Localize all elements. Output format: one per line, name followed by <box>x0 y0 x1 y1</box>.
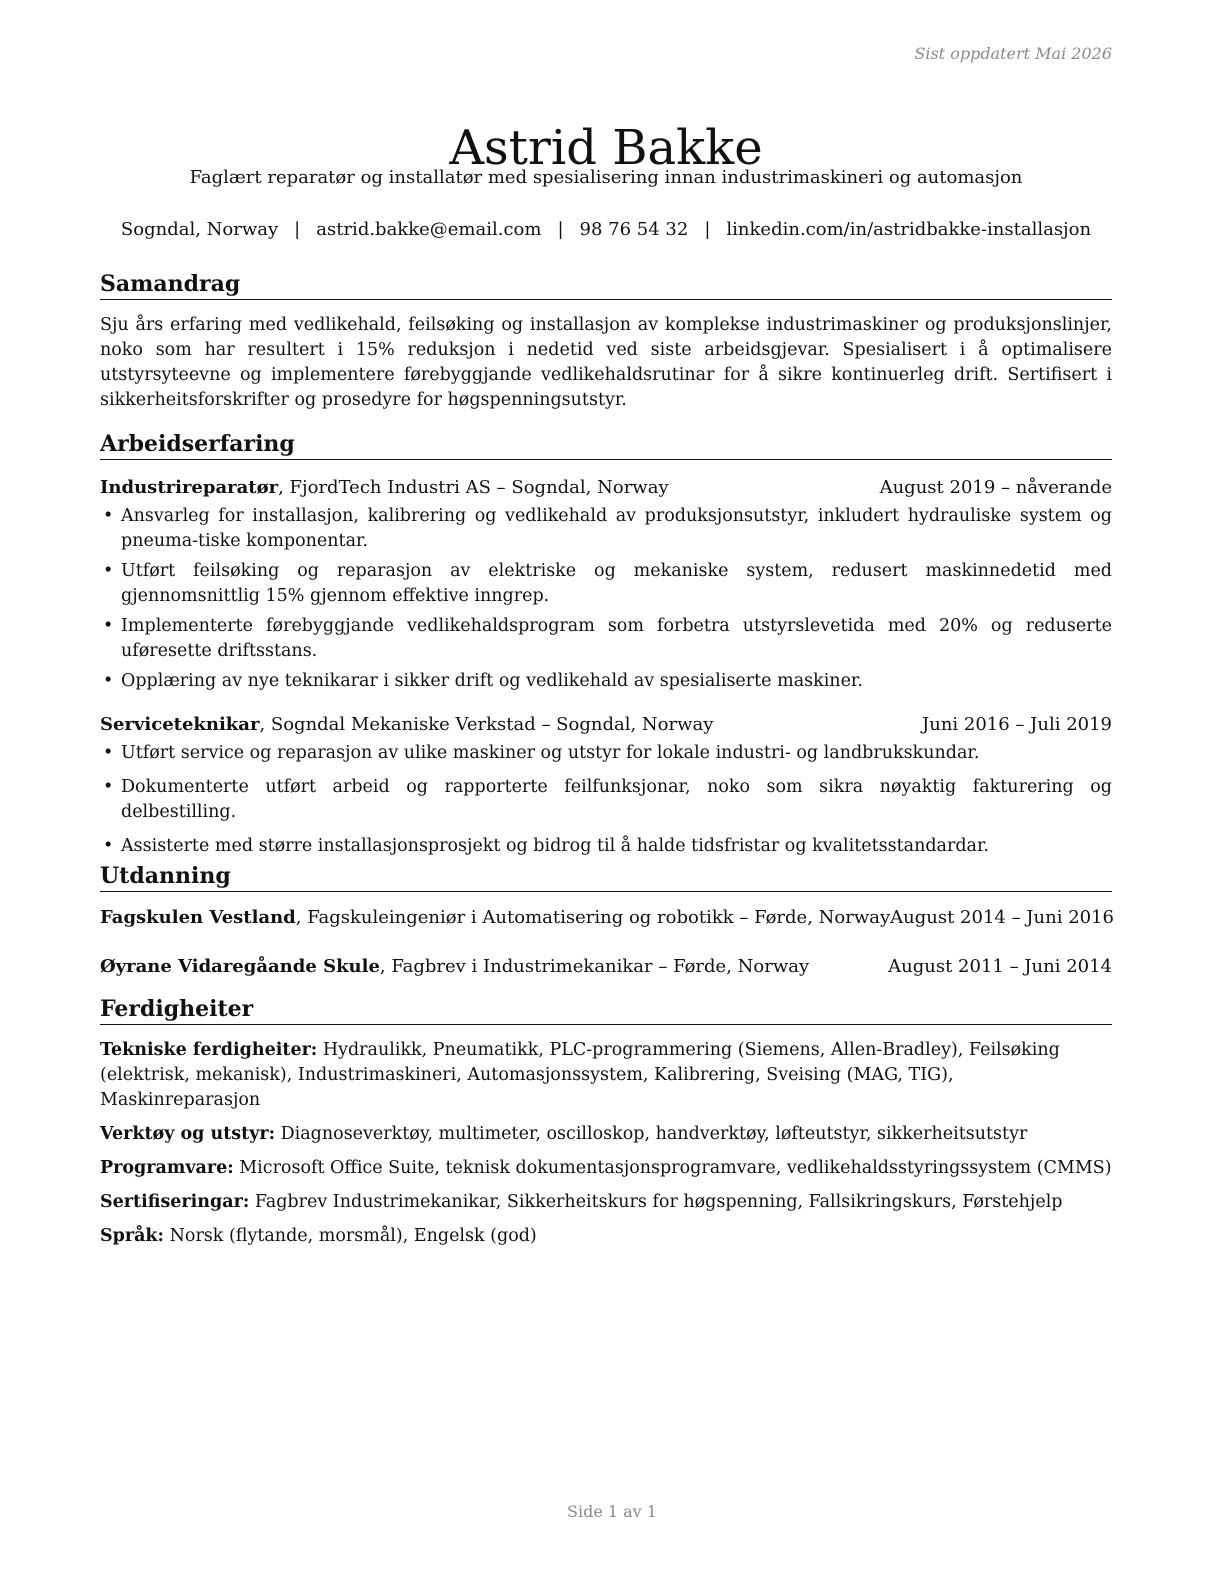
skill-row <box>100 1190 1112 1215</box>
skill-label: Programvare: <box>100 1158 234 1178</box>
skill-label: Språk: <box>100 1226 165 1246</box>
education-entry <box>100 954 1112 979</box>
job-bullets <box>100 504 1112 694</box>
contact-location: Sogndal, Norway <box>120 219 279 240</box>
skill-row <box>100 1038 1112 1113</box>
job-bullet: • Implementerte førebyggjande vedlikehaldsprogram som forbetra utstyrslevetida med 20% og reduserte uføresette driftsstans. <box>103 616 1112 661</box>
job-header <box>100 712 1112 737</box>
skill-row <box>100 1156 1112 1181</box>
contact-separator: | <box>704 219 711 240</box>
skill-value: Diagnoseverktøy, multimeter, oscilloskop, handverktøy, løfteutstyr, sikkerheitsutstyr <box>275 1124 1028 1144</box>
bullet-icon: • <box>103 777 114 797</box>
job-bullet: • Assisterte med større installasjonsprosjekt og bidrog til å halde tidsfristar og kvalitetsstandardar. <box>100 834 1112 859</box>
skills-section <box>100 995 1112 1258</box>
job-entry <box>100 475 1112 694</box>
section-title-summary: Samandrag <box>100 270 1112 300</box>
skill-value: Microsoft Office Suite, teknisk dokumentasjonsprogramvare, vedlikehaldsstyringssystem (CMMS) <box>233 1158 1112 1178</box>
contact-email[interactable]: astrid.bakke@email.com <box>316 219 542 240</box>
tagline: Faglært reparatør og installatør med spesialisering innan industrimaskineri og automasjon <box>189 167 1023 188</box>
contact-phone: 98 76 54 32 <box>579 219 689 240</box>
education-school: Fagskulen Vestland <box>100 907 296 928</box>
skill-value: Fagbrev Industrimekanikar, Sikkerheitskurs for høgspenning, Fallsikringskurs, Førstehjelp <box>249 1192 1063 1212</box>
education-dates: August 2014 – Juni 2016 <box>890 907 1114 928</box>
last-updated: Sist oppdatert Mai 2026 <box>914 44 1112 63</box>
bullet-icon: • <box>103 671 114 691</box>
education-school: Øyrane Vidaregåande Skule <box>100 956 380 977</box>
section-title-education: Utdanning <box>100 862 1112 892</box>
page-number: Side 1 av 1 <box>567 1502 657 1521</box>
section-title-skills: Ferdigheiter <box>100 995 1112 1025</box>
job-entry <box>100 712 1112 859</box>
job-bullet: • Utført feilsøking og reparasjon av elektriske og mekaniske system, redusert maskinnedetid med gjennomsnittlig 15% gjennom effektive inngrep. <box>103 561 1112 606</box>
summary-section <box>100 270 1112 413</box>
experience-section <box>100 430 1112 864</box>
skill-value: Hydraulikk, Pneumatikk, PLC-programmering (Siemens, Allen-Bradley), Feilsøking (elektrisk, mekanisk), Industrimaskineri, Automasjonssystem, Kalibrering, Sveising (MAG, TIG), Maskinreparasjon <box>100 1040 1060 1110</box>
job-role: Industrireparatør <box>100 477 279 498</box>
bullet-icon: • <box>103 616 114 636</box>
job-bullet: • Dokumenterte utført arbeid og rapporterte feilfunksjonar, noko som sikra nøyaktig fakturering og delbestilling. <box>103 777 1112 822</box>
bullet-icon: • <box>103 743 114 763</box>
education-entry <box>100 905 1112 930</box>
education-detail: , Fagbrev i Industrimekanikar – Førde, Norway <box>379 956 810 977</box>
education-detail: , Fagskuleingeniør i Automatisering og robotikk – Førde, Norway <box>295 907 891 928</box>
job-bullet: • Ansvarleg for installasjon, kalibrering og vedlikehald av produksjonsutstyr, inkludert hydrauliske system og pneuma-tiske komponentar. <box>103 506 1112 551</box>
skill-value: Norsk (flytande, morsmål), Engelsk (god) <box>164 1226 537 1246</box>
summary-text: Sju års erfaring med vedlikehald, feilsøking og installasjon av komplekse industrimaskiner og produksjonslinjer, noko som har resultert i 15% reduksjon i nedetid ved siste arbeidsgjevar. Spesialisert i å optimalisere utstyrsyteevne og implementere førebyggjande vedlikehaldsrutinar for å sikre kontinuerleg drift. Sertifisert i sikkerheitsforskrifter og prosedyre for høgspenningsutstyr. <box>100 315 1112 410</box>
job-org: , FjordTech Industri AS – Sogndal, Norway <box>278 477 669 498</box>
section-title-experience: Arbeidserfaring <box>100 430 1112 460</box>
contact-line <box>100 219 1112 240</box>
job-header <box>100 475 1112 500</box>
job-bullet: • Utført service og reparasjon av ulike maskiner og utstyr for lokale industri- og landbrukskundar. <box>100 741 1112 766</box>
education-section <box>100 862 1112 979</box>
bullet-icon: • <box>103 506 114 526</box>
job-dates: Juni 2016 – Juli 2019 <box>922 714 1112 735</box>
job-dates: August 2019 – nåverande <box>879 477 1112 498</box>
bullet-icon: • <box>103 561 114 581</box>
job-role: Serviceteknikar <box>100 714 260 735</box>
job-org: , Sogndal Mekaniske Verkstad – Sogndal, Norway <box>259 714 714 735</box>
job-bullet: • Opplæring av nye teknikarar i sikker drift og vedlikehald av spesialiserte maskiner. <box>100 669 1112 694</box>
bullet-icon: • <box>103 836 114 856</box>
skill-label: Verktøy og utstyr: <box>100 1124 276 1144</box>
skill-row <box>100 1122 1112 1147</box>
contact-separator: | <box>557 219 564 240</box>
candidate-name: Astrid Bakke <box>449 120 763 177</box>
education-dates: August 2011 – Juni 2014 <box>888 956 1112 977</box>
skill-row <box>100 1224 1112 1249</box>
skill-label: Tekniske ferdigheiter: <box>100 1040 318 1060</box>
contact-separator: | <box>294 219 301 240</box>
job-bullets <box>100 741 1112 859</box>
contact-linkedin[interactable]: linkedin.com/in/astridbakke-installasjon <box>726 219 1092 240</box>
skill-label: Sertifiseringar: <box>100 1192 250 1212</box>
